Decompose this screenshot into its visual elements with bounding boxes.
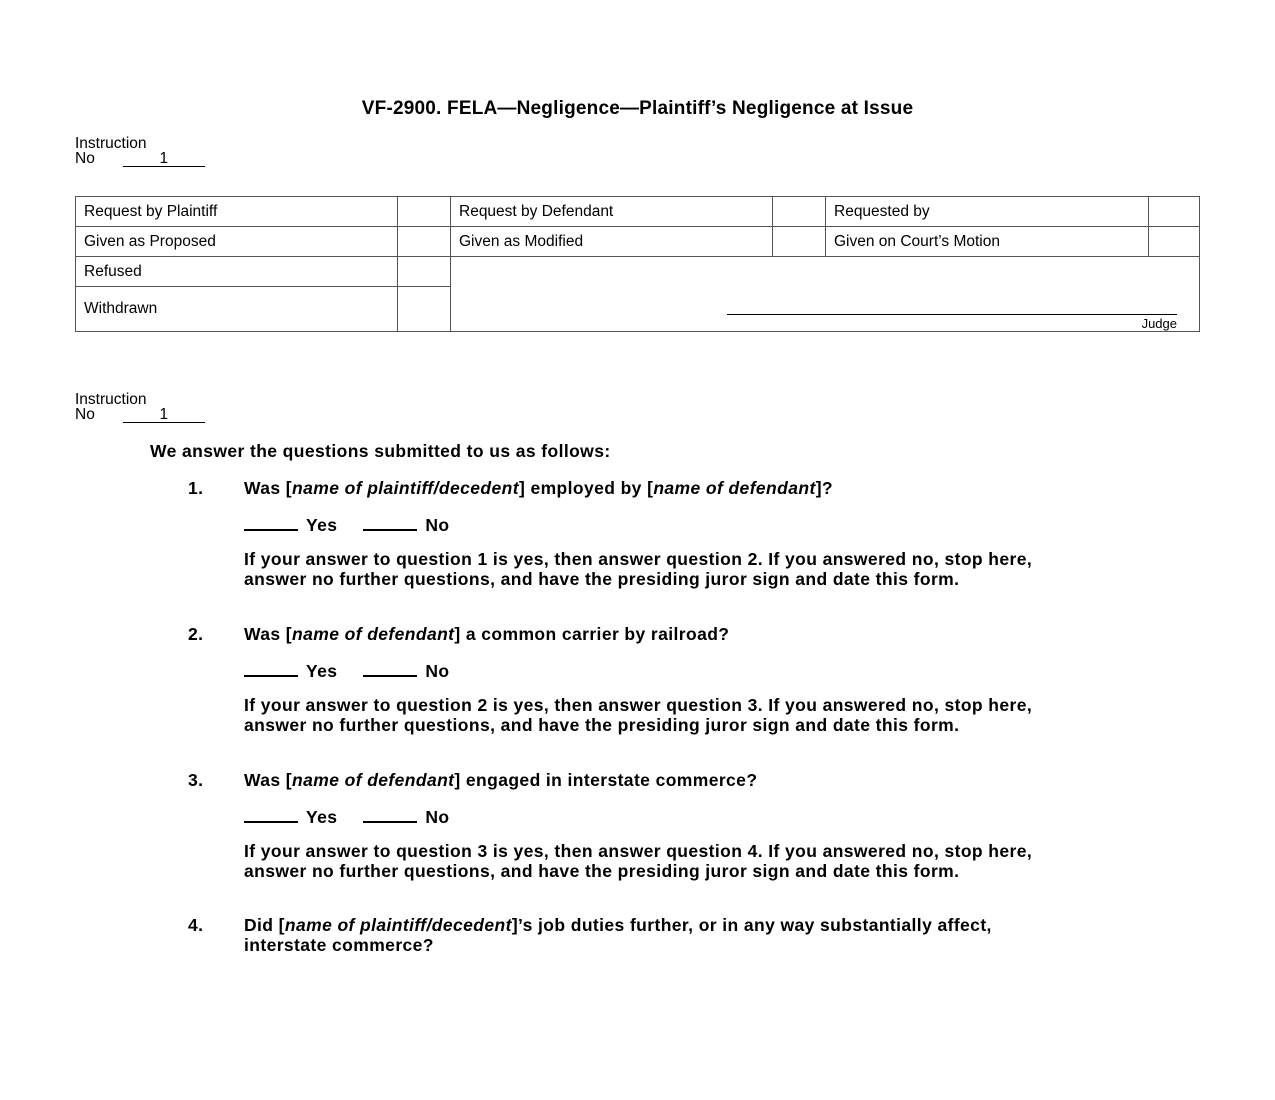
- question-text: Did [name of plaintiff/decedent]’s job duties further, or in any way substantially affect, interstate commerce?: [244, 915, 992, 955]
- question-number: 2.: [188, 624, 204, 644]
- yes-label: Yes: [306, 515, 338, 535]
- instruction-block-top: [75, 136, 205, 167]
- answer-row-2: [244, 659, 476, 682]
- instruction-number: 1: [123, 151, 205, 167]
- yes-blank[interactable]: [244, 805, 298, 823]
- yes-blank[interactable]: [244, 513, 298, 531]
- question-number: 1.: [188, 478, 204, 498]
- document-title: VF-2900. FELA—Negligence—Plaintiff’s Negligence at Issue: [361, 98, 914, 119]
- no-blank[interactable]: [363, 513, 417, 531]
- instruction-label: Instruction: [75, 135, 147, 152]
- no-label: No: [425, 515, 450, 535]
- no-blank[interactable]: [363, 659, 417, 677]
- no-blank[interactable]: [363, 805, 417, 823]
- withdrawn-box[interactable]: [398, 287, 451, 332]
- judge-signature-line: [727, 314, 1177, 315]
- instruction-label: Instruction: [75, 391, 147, 408]
- judge-signature-cell[interactable]: [451, 257, 1200, 332]
- yes-label: Yes: [306, 661, 338, 681]
- request-by-plaintiff-label: Request by Plaintiff: [76, 197, 398, 227]
- instruction-block-bottom: [75, 392, 205, 423]
- verdict-intro: We answer the questions submitted to us as follows:: [150, 441, 611, 461]
- given-as-modified-label: Given as Modified: [451, 227, 773, 257]
- refused-box[interactable]: [398, 257, 451, 287]
- given-as-modified-box[interactable]: [773, 227, 826, 257]
- given-as-proposed-label: Given as Proposed: [76, 227, 398, 257]
- yes-label: Yes: [306, 807, 338, 827]
- answer-row-1: [244, 513, 476, 536]
- question-number: 4.: [188, 915, 204, 935]
- judge-label: Judge: [1141, 316, 1177, 331]
- given-on-courts-motion-label: Given on Court’s Motion: [826, 227, 1149, 257]
- request-by-defendant-box[interactable]: [773, 197, 826, 227]
- instruction-no-label: No: [75, 406, 95, 423]
- no-label: No: [425, 661, 450, 681]
- answer-row-3: [244, 805, 476, 828]
- question-number: 3.: [188, 770, 204, 790]
- question-text: Was [name of defendant] engaged in interstate commerce?: [244, 770, 758, 790]
- requested-by-label: Requested by: [826, 197, 1149, 227]
- question-text: Was [name of defendant] a common carrier by railroad?: [244, 624, 730, 644]
- instruction-disposition-table: [75, 196, 1200, 332]
- no-label: No: [425, 807, 450, 827]
- instruction-no-label: No: [75, 150, 95, 167]
- given-as-proposed-box[interactable]: [398, 227, 451, 257]
- request-by-defendant-label: Request by Defendant: [451, 197, 773, 227]
- question-2-followup: If your answer to question 2 is yes, then answer question 3. If you answered no, stop here, answer no further questions, and have the presiding juror sign and date this form.: [244, 695, 1033, 735]
- question-1-followup: If your answer to question 1 is yes, then answer question 2. If you answered no, stop here, answer no further questions, and have the presiding juror sign and date this form.: [244, 549, 1033, 589]
- requested-by-box[interactable]: [1149, 197, 1200, 227]
- question-text: Was [name of plaintiff/decedent] employed by [name of defendant]?: [244, 478, 834, 498]
- withdrawn-label: Withdrawn: [76, 287, 398, 332]
- instruction-number: 1: [123, 407, 205, 423]
- request-by-plaintiff-box[interactable]: [398, 197, 451, 227]
- refused-label: Refused: [76, 257, 398, 287]
- given-on-courts-motion-box[interactable]: [1149, 227, 1200, 257]
- question-3-followup: If your answer to question 3 is yes, then answer question 4. If you answered no, stop here, answer no further questions, and have the presiding juror sign and date this form.: [244, 841, 1033, 881]
- yes-blank[interactable]: [244, 659, 298, 677]
